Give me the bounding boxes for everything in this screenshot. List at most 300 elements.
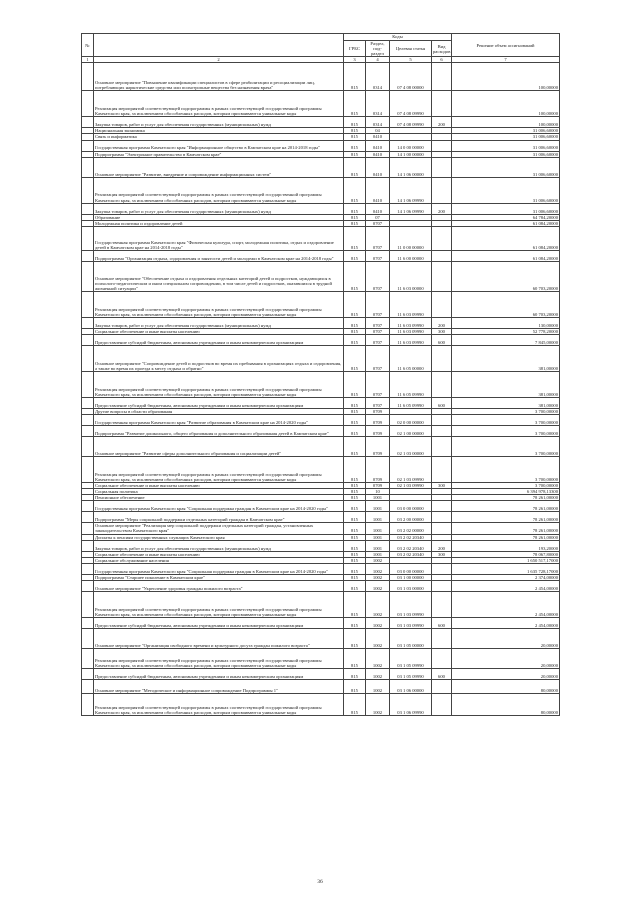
row-amount-cell: 3 700,00000 <box>452 437 560 457</box>
row-target-cell: 11 6 03 09990 <box>390 317 432 328</box>
row-grbs-cell: 815 <box>344 214 366 220</box>
row-kind-cell <box>432 415 452 426</box>
row-name-cell: Пенсионное обеспечение <box>94 495 344 501</box>
table-row <box>82 226 560 250</box>
row-section-cell: 1001 <box>366 540 390 551</box>
row-grbs-cell: 815 <box>344 63 366 91</box>
column-number: 3 <box>344 57 366 63</box>
row-target-cell: 03 1 00 00000 <box>390 574 432 580</box>
row-amount-cell: 78 261,00000 <box>452 523 560 534</box>
row-amount-cell: 20,00000 <box>452 628 560 648</box>
row-name-cell: Государственная программа Камчатского края "Развитие образования в Камчатском крае на 2014-2020 годы" <box>94 415 344 426</box>
row-name-cell: Предоставление субсидий бюджетным, автономным учреждениям и иным некоммерческим организациям <box>94 397 344 408</box>
row-number-cell <box>82 563 94 574</box>
row-target-cell: 07 4 08 00000 <box>390 63 432 91</box>
row-amount-cell: 80,00000 <box>452 679 560 693</box>
row-kind-cell: 600 <box>432 397 452 408</box>
row-name-cell: Государственная программа Камчатского края "Социальная поддержка граждан в Камчатском крае на 2014-2020 годы" <box>94 563 344 574</box>
row-grbs-cell: 815 <box>344 679 366 693</box>
row-name-cell: Социальная политика <box>94 489 344 495</box>
table-row <box>82 437 560 457</box>
table-row <box>82 580 560 591</box>
row-target-cell: 11 6 03 09990 <box>390 291 432 317</box>
row-name-cell: Государственная программа Камчатского края "Информационное общество в Камчатском крае на 2014-2018 годы" <box>94 140 344 151</box>
row-name-cell: Основное мероприятие "Повышение квалификации специалистов в сфере реабилитации и ресоциализации лиц, потребляющих наркотические средства или психотропные вещества без назначения врача" <box>94 63 344 91</box>
table-row <box>82 140 560 151</box>
row-kind-cell <box>432 157 452 177</box>
row-number-cell <box>82 226 94 250</box>
row-section-cell: 0707 <box>366 334 390 345</box>
row-number-cell <box>82 580 94 591</box>
table-row <box>82 648 560 668</box>
row-kind-cell <box>432 250 452 261</box>
row-section-cell: 0707 <box>366 291 390 317</box>
row-grbs-cell: 815 <box>344 489 366 495</box>
row-target-cell: 14 0 00 00000 <box>390 140 432 151</box>
row-section-cell: 0410 <box>366 151 390 157</box>
row-name-cell: Социальное обеспечение и иные выплаты населению <box>94 483 344 489</box>
row-target-cell: 03 1 06 00000 <box>390 679 432 693</box>
row-amount-cell: 60 703,20000 <box>452 291 560 317</box>
row-kind-cell: 300 <box>432 328 452 334</box>
row-kind-cell: 200 <box>432 317 452 328</box>
row-section-cell: 0707 <box>366 226 390 250</box>
row-grbs-cell: 815 <box>344 317 366 328</box>
header-codes: Коды <box>344 34 452 41</box>
row-amount-cell: 2 454,00000 <box>452 580 560 591</box>
row-grbs-cell: 815 <box>344 291 366 317</box>
row-grbs-cell: 815 <box>344 591 366 617</box>
row-grbs-cell: 815 <box>344 648 366 668</box>
row-number-cell <box>82 63 94 91</box>
row-amount-cell: 100,00000 <box>452 117 560 128</box>
row-name-cell: Доплаты к пенсиям государственных служащих Камчатского края <box>94 534 344 540</box>
row-section-cell: 1001 <box>366 523 390 534</box>
row-amount-cell: 6 394 978,13300 <box>452 489 560 495</box>
row-amount-cell: 61 084,20000 <box>452 250 560 261</box>
table-row <box>82 91 560 117</box>
row-number-cell <box>82 591 94 617</box>
row-section-cell: 0707 <box>366 397 390 408</box>
row-kind-cell: 600 <box>432 668 452 679</box>
row-grbs-cell: 815 <box>344 534 366 540</box>
row-section-cell: 0410 <box>366 140 390 151</box>
table-row <box>82 261 560 291</box>
row-grbs-cell: 815 <box>344 328 366 334</box>
row-section-cell: 0314 <box>366 117 390 128</box>
row-name-cell: Социальное обслуживание населения <box>94 557 344 563</box>
row-grbs-cell: 815 <box>344 457 366 483</box>
row-target-cell: 03 1 05 09990 <box>390 668 432 679</box>
row-kind-cell <box>432 140 452 151</box>
header-number: № <box>82 34 94 57</box>
table-row <box>82 117 560 128</box>
row-target-cell: 03 2 02 20340 <box>390 534 432 540</box>
row-number-cell <box>82 397 94 408</box>
row-number-cell <box>82 261 94 291</box>
row-name-cell: Закупка товаров, работ и услуг для обеспечения государственных (муниципальных) нужд <box>94 203 344 214</box>
row-name-cell: Государственная программа Камчатского края "Социальная поддержка граждан в Камчатском крае на 2014-2020 годы" <box>94 501 344 512</box>
row-target-cell: 07 4 08 09990 <box>390 117 432 128</box>
row-grbs-cell: 815 <box>344 415 366 426</box>
row-kind-cell <box>432 345 452 371</box>
row-name-cell: Другие вопросы в области образования <box>94 408 344 414</box>
table-row <box>82 250 560 261</box>
row-name-cell: Национальная экономика <box>94 128 344 134</box>
header-name <box>94 34 344 57</box>
row-amount-cell: 60 703,20000 <box>452 261 560 291</box>
row-amount-cell: 3 700,00000 <box>452 426 560 437</box>
row-section-cell: 0410 <box>366 134 390 140</box>
row-grbs-cell: 815 <box>344 128 366 134</box>
row-target-cell: 03 1 03 09990 <box>390 617 432 628</box>
row-name-cell: Социальное обеспечение и иные выплаты населению <box>94 328 344 334</box>
row-section-cell: 0709 <box>366 408 390 414</box>
row-name-cell: Социальное обеспечение и иные выплаты населению <box>94 551 344 557</box>
table-row <box>82 501 560 512</box>
row-name-cell: Связь и информатика <box>94 134 344 140</box>
row-kind-cell <box>432 177 452 203</box>
row-section-cell: 1002 <box>366 628 390 648</box>
row-grbs-cell: 815 <box>344 371 366 397</box>
row-grbs-cell: 815 <box>344 203 366 214</box>
row-amount-cell: 52 778,20000 <box>452 328 560 334</box>
row-amount-cell: 381,00000 <box>452 345 560 371</box>
row-grbs-cell: 815 <box>344 397 366 408</box>
budget-table <box>81 33 560 716</box>
header-grbs: ГРБС <box>344 41 366 57</box>
row-section-cell: 10 <box>366 489 390 495</box>
row-name-cell: Реализация мероприятий соответствующей подпрограммы в рамках соответствующей государственной программы Камчатского края, за исключением обособленных расходов, которым присваиваются уникальные коды <box>94 457 344 483</box>
header-section: Раздел, под-раздел <box>366 41 390 57</box>
row-name-cell: Подпрограмма "Электронное правительство в Камчатском крае" <box>94 151 344 157</box>
row-number-cell <box>82 250 94 261</box>
row-amount-cell: 78 261,00000 <box>452 512 560 523</box>
row-number-cell <box>82 415 94 426</box>
row-section-cell: 07 <box>366 214 390 220</box>
row-grbs-cell: 815 <box>344 495 366 501</box>
row-kind-cell <box>432 457 452 483</box>
row-amount-cell: 381,00000 <box>452 397 560 408</box>
row-amount-cell: 31 006,60000 <box>452 134 560 140</box>
row-grbs-cell: 815 <box>344 117 366 128</box>
row-kind-cell <box>432 291 452 317</box>
row-section-cell: 0707 <box>366 261 390 291</box>
table-row <box>82 203 560 214</box>
row-target-cell: 02 0 00 00000 <box>390 415 432 426</box>
row-target-cell: 03 1 06 09990 <box>390 693 432 715</box>
row-name-cell: Закупка товаров, работ и услуг для обеспечения государственных (муниципальных) нужд <box>94 317 344 328</box>
row-name-cell: Реализация мероприятий соответствующей подпрограммы в рамках соответствующей государственной программы Камчатского края, за исключением обособленных расходов, которым присваиваются уникальные коды <box>94 91 344 117</box>
row-kind-cell <box>432 226 452 250</box>
row-name-cell: Реализация мероприятий соответствующей подпрограммы в рамках соответствующей государственной программы Камчатского края, за исключением обособленных расходов, которым присваиваются уникальные коды <box>94 291 344 317</box>
row-kind-cell: 600 <box>432 334 452 345</box>
row-name-cell: Предоставление субсидий бюджетным, автономным учреждениям и иным некоммерческим организациям <box>94 617 344 628</box>
table-row <box>82 591 560 617</box>
row-number-cell <box>82 693 94 715</box>
row-kind-cell <box>432 371 452 397</box>
row-number-cell <box>82 437 94 457</box>
row-kind-cell: 600 <box>432 617 452 628</box>
row-grbs-cell: 815 <box>344 580 366 591</box>
row-name-cell: Образование <box>94 214 344 220</box>
row-section-cell: 1001 <box>366 495 390 501</box>
row-grbs-cell: 815 <box>344 512 366 523</box>
table-row <box>82 334 560 345</box>
row-amount-cell: 64 784,20000 <box>452 214 560 220</box>
row-amount-cell: 1 635 728,17000 <box>452 563 560 574</box>
row-section-cell: 0707 <box>366 328 390 334</box>
row-grbs-cell: 815 <box>344 563 366 574</box>
row-section-cell: 0709 <box>366 426 390 437</box>
row-kind-cell <box>432 693 452 715</box>
header-amount: Решение объем ассигнований <box>452 34 560 57</box>
row-section-cell: 1002 <box>366 693 390 715</box>
table-row <box>82 317 560 328</box>
row-name-cell: Государственная программа Камчатского края "Физическая культура, спорт, молодежная политика, отдых и оздоровление детей в Камчатском крае на 2014-2018 годы" <box>94 226 344 250</box>
row-kind-cell <box>432 580 452 591</box>
row-section-cell: 1002 <box>366 648 390 668</box>
row-amount-cell: 20,00000 <box>452 668 560 679</box>
row-name-cell: Основное мероприятие "Реализация мер социальной поддержки отдельных категорий граждан, установленных законодательством Камчатского края" <box>94 523 344 534</box>
column-number: 1 <box>82 57 94 63</box>
row-section-cell: 1002 <box>366 574 390 580</box>
row-target-cell: 11 6 03 09990 <box>390 328 432 334</box>
row-amount-cell: 130,00000 <box>452 317 560 328</box>
page-number: 36 <box>317 879 323 885</box>
table-body <box>82 63 560 716</box>
row-name-cell: Реализация мероприятий соответствующей подпрограммы в рамках соответствующей государственной программы Камчатского края, за исключением обособленных расходов, которым присваиваются уникальные коды <box>94 591 344 617</box>
row-grbs-cell: 815 <box>344 134 366 140</box>
row-name-cell: Подпрограмма "Развитие дошкольного, общего образования и дополнительного образования детей в Камчатском крае" <box>94 426 344 437</box>
row-amount-cell: 2 374,00000 <box>452 574 560 580</box>
row-name-cell: Закупка товаров, работ и услуг для обеспечения государственных (муниципальных) нужд <box>94 117 344 128</box>
row-kind-cell <box>432 512 452 523</box>
row-number-cell <box>82 501 94 512</box>
row-target-cell: 11 6 03 09990 <box>390 334 432 345</box>
row-target-cell: 02 1 03 09990 <box>390 483 432 489</box>
row-target-cell: 03 0 00 00000 <box>390 563 432 574</box>
table-row <box>82 397 560 408</box>
row-section-cell: 0709 <box>366 415 390 426</box>
row-kind-cell <box>432 679 452 693</box>
row-amount-cell: 2 454,00000 <box>452 617 560 628</box>
row-name-cell: Основное мероприятие "Сопровождение детей и подростков во время их пребывания в организациях отдыха и оздоровления, а также во время их проезда к месту отдыха и обратно" <box>94 345 344 371</box>
row-target-cell: 03 0 00 00000 <box>390 501 432 512</box>
table-row <box>82 371 560 397</box>
row-kind-cell <box>432 91 452 117</box>
row-number-cell <box>82 512 94 523</box>
row-target-cell: 11 6 05 00000 <box>390 345 432 371</box>
row-number-cell <box>82 617 94 628</box>
table-row <box>82 617 560 628</box>
row-number-cell <box>82 648 94 668</box>
column-number: 6 <box>432 57 452 63</box>
row-section-cell: 0707 <box>366 345 390 371</box>
row-amount-cell: 1 650 517,17000 <box>452 557 560 563</box>
row-number-cell <box>82 317 94 328</box>
row-section-cell: 1001 <box>366 512 390 523</box>
column-number: 2 <box>94 57 344 63</box>
row-grbs-cell: 815 <box>344 250 366 261</box>
row-kind-cell: 200 <box>432 540 452 551</box>
column-number: 7 <box>452 57 560 63</box>
row-grbs-cell: 815 <box>344 501 366 512</box>
row-grbs-cell: 815 <box>344 261 366 291</box>
table-row <box>82 63 560 91</box>
row-target-cell: 07 4 08 09990 <box>390 91 432 117</box>
row-target-cell: 02 1 03 09990 <box>390 457 432 483</box>
row-target-cell: 03 1 03 00000 <box>390 580 432 591</box>
row-target-cell: 03 1 05 09990 <box>390 648 432 668</box>
table-row <box>82 415 560 426</box>
row-name-cell: Подпрограмма "Меры социальной поддержки отдельных категорий граждан в Камчатском крае" <box>94 512 344 523</box>
row-section-cell: 0707 <box>366 317 390 328</box>
row-section-cell: 0707 <box>366 371 390 397</box>
row-kind-cell <box>432 563 452 574</box>
row-section-cell: 1002 <box>366 668 390 679</box>
row-name-cell: Основное мероприятие "Развитие сферы дополнительного образования и социализации детей" <box>94 437 344 457</box>
row-section-cell: 1002 <box>366 580 390 591</box>
row-name-cell: Молодежная политика и оздоровление детей <box>94 220 344 226</box>
table-row <box>82 512 560 523</box>
row-grbs-cell: 815 <box>344 345 366 371</box>
row-target-cell: 03 2 02 00000 <box>390 523 432 534</box>
row-name-cell: Основное мероприятие "Развитие, внедрение и сопровождение информационных систем" <box>94 157 344 177</box>
row-number-cell <box>82 117 94 128</box>
row-number-cell <box>82 91 94 117</box>
row-name-cell: Реализация мероприятий соответствующей подпрограммы в рамках соответствующей государственной программы Камчатского края, за исключением обособленных расходов, которым присваиваются уникальные коды <box>94 371 344 397</box>
row-section-cell: 0314 <box>366 63 390 91</box>
table-row <box>82 426 560 437</box>
row-amount-cell: 31 006,60000 <box>452 140 560 151</box>
row-target-cell: 11 6 03 00000 <box>390 261 432 291</box>
row-number-cell <box>82 157 94 177</box>
table-row <box>82 291 560 317</box>
row-section-cell: 0709 <box>366 457 390 483</box>
row-amount-cell: 78 261,00000 <box>452 495 560 501</box>
row-grbs-cell: 815 <box>344 540 366 551</box>
row-amount-cell: 78 261,00000 <box>452 534 560 540</box>
row-target-cell: 14 1 06 00000 <box>390 157 432 177</box>
row-grbs-cell: 815 <box>344 177 366 203</box>
row-section-cell: 0410 <box>366 177 390 203</box>
row-kind-cell <box>432 648 452 668</box>
row-name-cell: Подпрограмма "Организация отдыха, оздоровления и занятости детей и молодежи в Камчатском крае на 2014-2018 годы" <box>94 250 344 261</box>
table-row <box>82 693 560 715</box>
row-amount-cell: 78 261,00000 <box>452 501 560 512</box>
row-name-cell: Реализация мероприятий соответствующей подпрограммы в рамках соответствующей государственной программы Камчатского края, за исключением обособленных расходов, которым присваиваются уникальные коды <box>94 648 344 668</box>
row-grbs-cell: 815 <box>344 693 366 715</box>
row-section-cell: 1001 <box>366 534 390 540</box>
row-section-cell: 0709 <box>366 437 390 457</box>
row-section-cell: 0314 <box>366 91 390 117</box>
table-row <box>82 628 560 648</box>
row-kind-cell <box>432 501 452 512</box>
column-number: 4 <box>366 57 390 63</box>
row-grbs-cell: 815 <box>344 483 366 489</box>
row-name-cell: Основное мероприятие "Укрепление здоровья граждан пожилого возраста" <box>94 580 344 591</box>
table-row <box>82 523 560 534</box>
row-name-cell: Предоставление субсидий бюджетным, автономным учреждениям и иным некоммерческим организациям <box>94 668 344 679</box>
column-number: 5 <box>390 57 432 63</box>
row-target-cell: 11 6 05 09990 <box>390 397 432 408</box>
row-section-cell: 1001 <box>366 551 390 557</box>
row-section-cell: 0410 <box>366 157 390 177</box>
table-row <box>82 177 560 203</box>
row-amount-cell: 31 006,60000 <box>452 177 560 203</box>
row-number-cell <box>82 291 94 317</box>
row-amount-cell: 3 700,00000 <box>452 408 560 414</box>
row-target-cell: 11 6 00 00000 <box>390 250 432 261</box>
row-number-cell <box>82 203 94 214</box>
row-kind-cell <box>432 523 452 534</box>
table-row <box>82 157 560 177</box>
row-amount-cell: 31 006,60000 <box>452 128 560 134</box>
row-target-cell: 03 2 00 00000 <box>390 512 432 523</box>
table-row <box>82 540 560 551</box>
row-target-cell: 03 1 03 09990 <box>390 591 432 617</box>
row-section-cell: 1002 <box>366 557 390 563</box>
row-grbs-cell: 815 <box>344 557 366 563</box>
row-amount-cell: 193,20000 <box>452 540 560 551</box>
row-kind-cell <box>432 63 452 91</box>
header-target: Целевая статья <box>390 41 432 57</box>
row-target-cell: 11 0 00 00000 <box>390 226 432 250</box>
row-name-cell: Основное мероприятие "Обеспечение отдыха и оздоровления отдельных категорий детей и подростков, нуждающихся в психолого-педагогическом и ином специальном сопровождении, в том числе детей и подростков, оказавшихся в трудной жизненной ситуации" <box>94 261 344 291</box>
row-number-cell <box>82 628 94 648</box>
table-row <box>82 457 560 483</box>
row-amount-cell: 100,00000 <box>452 63 560 91</box>
row-target-cell: 02 1 03 00000 <box>390 437 432 457</box>
row-name-cell: Реализация мероприятий соответствующей подпрограммы в рамках соответствующей государственной программы Камчатского края, за исключением обособленных расходов, которым присваиваются уникальные коды <box>94 177 344 203</box>
row-amount-cell: 100,00000 <box>452 91 560 117</box>
row-kind-cell: 300 <box>432 483 452 489</box>
row-kind-cell <box>432 426 452 437</box>
row-name-cell: Предоставление субсидий бюджетным, автономным учреждениям и иным некоммерческим организациям <box>94 334 344 345</box>
row-kind-cell: 200 <box>432 203 452 214</box>
row-amount-cell: 3 700,00000 <box>452 483 560 489</box>
row-grbs-cell: 815 <box>344 551 366 557</box>
row-target-cell: 14 1 06 09990 <box>390 203 432 214</box>
row-number-cell <box>82 140 94 151</box>
row-number-cell <box>82 426 94 437</box>
row-grbs-cell: 815 <box>344 668 366 679</box>
row-amount-cell: 61 084,20000 <box>452 220 560 226</box>
row-grbs-cell: 815 <box>344 140 366 151</box>
row-kind-cell <box>432 261 452 291</box>
row-grbs-cell: 815 <box>344 226 366 250</box>
row-amount-cell: 7 845,00000 <box>452 334 560 345</box>
row-name-cell: Подпрограмма "Старшее поколение в Камчатском крае" <box>94 574 344 580</box>
row-number-cell <box>82 523 94 534</box>
row-amount-cell: 20,00000 <box>452 648 560 668</box>
row-amount-cell: 31 006,60000 <box>452 157 560 177</box>
row-section-cell: 1002 <box>366 563 390 574</box>
row-amount-cell: 78 067,80000 <box>452 551 560 557</box>
row-target-cell: 03 2 02 20340 <box>390 551 432 557</box>
row-grbs-cell: 815 <box>344 628 366 648</box>
row-number-cell <box>82 371 94 397</box>
row-grbs-cell: 815 <box>344 523 366 534</box>
row-section-cell: 1002 <box>366 617 390 628</box>
row-kind-cell <box>432 628 452 648</box>
row-section-cell: 1002 <box>366 679 390 693</box>
row-number-cell <box>82 345 94 371</box>
row-amount-cell: 31 006,60000 <box>452 151 560 157</box>
row-section-cell: 1001 <box>366 501 390 512</box>
row-target-cell: 03 1 05 00000 <box>390 628 432 648</box>
